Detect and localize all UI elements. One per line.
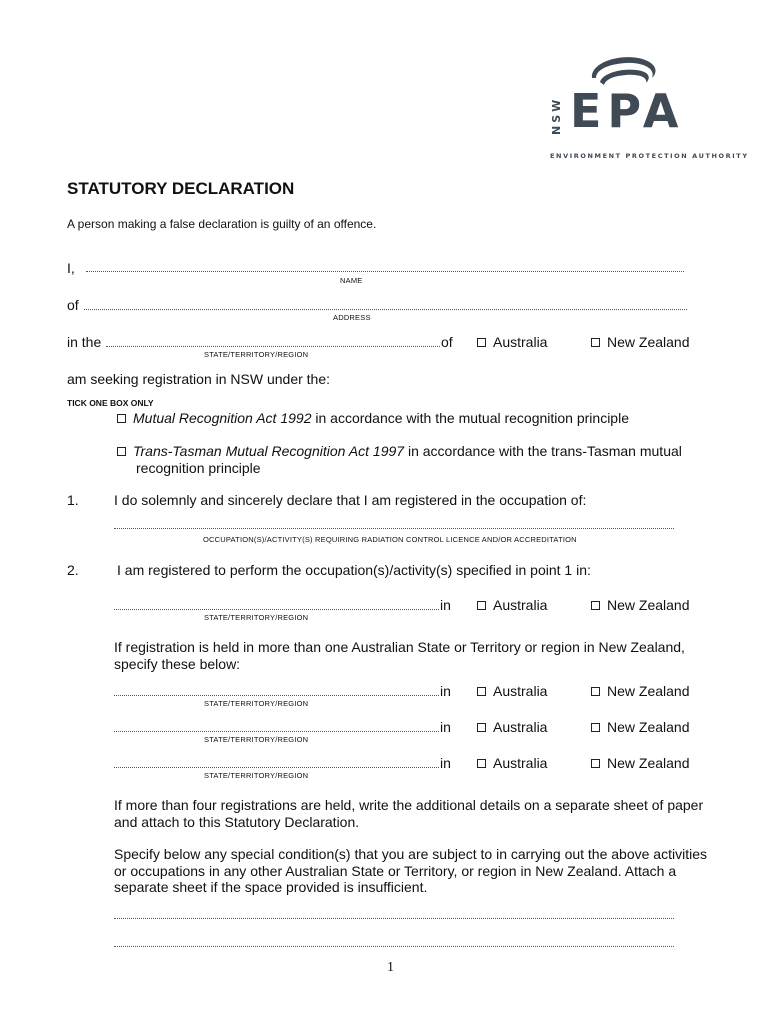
registration-2-australia[interactable] <box>477 683 547 699</box>
option-new-zealand-label: New Zealand <box>607 334 690 350</box>
state-caption: STATE/TERRITORY/REGION <box>204 350 309 359</box>
special-conditions-text-line2: or occupations in any other Australian State or Territory, or region in New Zealand. Attach a <box>114 863 677 879</box>
registration-2-new-zealand[interactable] <box>591 683 690 699</box>
name-field[interactable] <box>86 271 684 272</box>
registration-1-new-zealand[interactable] <box>591 597 690 613</box>
reg1-australia-label: Australia <box>493 597 548 613</box>
trans-tasman-text-line2: recognition principle <box>136 460 261 476</box>
registration-3-new-zealand[interactable] <box>591 719 690 735</box>
logo-subtitle: ENVIRONMENT PROTECTION AUTHORITY <box>550 152 749 160</box>
four-registrations-text-line1: If more than four registrations are held, write the additional details on a separate sheet of paper <box>114 797 704 813</box>
checkbox-reg3-australia[interactable] <box>477 723 486 732</box>
special-conditions-text-line1: Specify below any special condition(s) that you are subject to in carrying out the above activities <box>114 846 707 862</box>
reg4-australia-label: Australia <box>493 755 548 771</box>
tick-one-box-label: TICK ONE BOX ONLY <box>67 398 154 408</box>
occupation-caption: OCCUPATION(S)/ACTIVITY(S) REQUIRING RADIATION CONTROL LICENCE AND/OR ACCREDITATION <box>203 535 577 544</box>
registration-4-australia[interactable] <box>477 755 547 771</box>
special-conditions-field-2[interactable] <box>114 946 674 947</box>
checkbox-reg4-new-zealand[interactable] <box>591 759 600 768</box>
registration-caption-3: STATE/TERRITORY/REGION <box>204 735 309 744</box>
point-1-text: I do solemnly and sincerely declare that I am registered in the occupation of: <box>114 492 587 508</box>
option-new-zealand[interactable] <box>591 334 690 350</box>
page-title: STATUTORY DECLARATION <box>67 179 295 198</box>
mutual-recognition-act: Mutual Recognition Act 1992 <box>133 410 312 426</box>
trans-tasman-act: Trans-Tasman Mutual Recognition Act 1997 <box>133 443 405 459</box>
state-prefix: in the <box>67 334 102 350</box>
reg3-australia-label: Australia <box>493 719 548 735</box>
checkbox-mutual-recognition[interactable] <box>117 414 126 423</box>
name-prefix: I, <box>67 260 75 276</box>
option-trans-tasman[interactable] <box>117 443 682 459</box>
name-caption: NAME <box>340 276 363 285</box>
checkbox-new-zealand[interactable] <box>591 338 600 347</box>
checkbox-reg2-australia[interactable] <box>477 687 486 696</box>
registration-field-3[interactable] <box>114 731 439 732</box>
four-registrations-text-line2: and attach to this Statutory Declaration. <box>114 814 360 830</box>
registration-suffix-4: in <box>440 755 451 771</box>
checkbox-reg2-new-zealand[interactable] <box>591 687 600 696</box>
reg3-new-zealand-label: New Zealand <box>607 719 690 735</box>
checkbox-reg4-australia[interactable] <box>477 759 486 768</box>
registration-suffix-1: in <box>440 597 451 613</box>
registration-caption-4: STATE/TERRITORY/REGION <box>204 771 309 780</box>
registration-suffix-2: in <box>440 683 451 699</box>
false-declaration-warning: A person making a false declaration is guilty of an offence. <box>67 217 377 231</box>
registration-4-new-zealand[interactable] <box>591 755 690 771</box>
registration-field-2[interactable] <box>114 695 439 696</box>
reg2-australia-label: Australia <box>493 683 548 699</box>
special-conditions-text-line3: separate sheet if the space provided is insufficient. <box>114 879 428 895</box>
state-field[interactable] <box>106 346 440 347</box>
registration-field-1[interactable] <box>114 609 439 610</box>
registration-caption-1: STATE/TERRITORY/REGION <box>204 613 309 622</box>
logo-epa-text: EPA <box>570 84 685 138</box>
address-prefix: of <box>67 297 79 313</box>
special-conditions-field-1[interactable] <box>114 918 674 919</box>
registration-1-australia[interactable] <box>477 597 547 613</box>
point-1-number: 1. <box>67 492 79 508</box>
registration-field-4[interactable] <box>114 767 439 768</box>
state-suffix: of <box>441 334 453 350</box>
option-australia[interactable] <box>477 334 547 350</box>
reg2-new-zealand-label: New Zealand <box>607 683 690 699</box>
address-field[interactable] <box>84 309 687 310</box>
address-caption: ADDRESS <box>333 313 371 322</box>
reg4-new-zealand-label: New Zealand <box>607 755 690 771</box>
option-australia-label: Australia <box>493 334 548 350</box>
point-2-text: I am registered to perform the occupation(s)/activity(s) specified in point 1 in: <box>117 562 591 578</box>
checkbox-reg3-new-zealand[interactable] <box>591 723 600 732</box>
multi-registration-text-line2: specify these below: <box>114 656 241 672</box>
logo-nsw-text: NSW <box>550 96 563 135</box>
occupation-field[interactable] <box>114 528 674 529</box>
multi-registration-text-line1: If registration is held in more than one Australian State or Territory or region in New Zealand, <box>114 639 685 655</box>
option-mutual-recognition[interactable] <box>117 410 629 426</box>
trans-tasman-text: in accordance with the trans-Tasman mutual <box>404 443 682 459</box>
mutual-recognition-text: in accordance with the mutual recognition principle <box>311 410 629 426</box>
reg1-new-zealand-label: New Zealand <box>607 597 690 613</box>
checkbox-reg1-australia[interactable] <box>477 601 486 610</box>
checkbox-reg1-new-zealand[interactable] <box>591 601 600 610</box>
point-2-number: 2. <box>67 562 79 578</box>
registration-3-australia[interactable] <box>477 719 547 735</box>
registration-caption-2: STATE/TERRITORY/REGION <box>204 699 309 708</box>
checkbox-australia[interactable] <box>477 338 486 347</box>
page-number: 1 <box>387 960 394 975</box>
seeking-registration-text: am seeking registration in NSW under the: <box>67 371 331 387</box>
registration-suffix-3: in <box>440 719 451 735</box>
checkbox-trans-tasman[interactable] <box>117 447 126 456</box>
